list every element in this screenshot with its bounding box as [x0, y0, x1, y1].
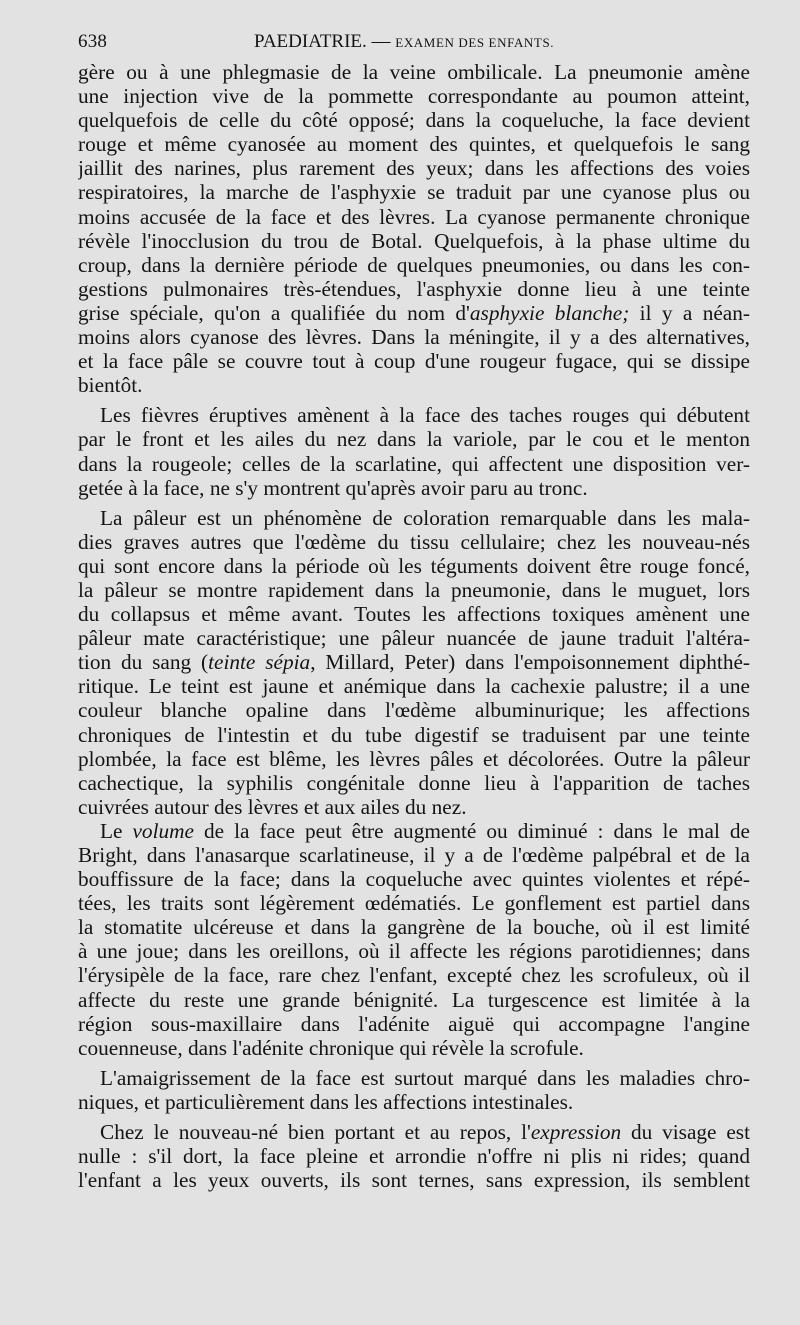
text-line: une injection vive de la pommette correspondante au poumon atteint,: [78, 84, 750, 109]
text-line-mixed: [78, 819, 750, 843]
text-line: Les fièvres éruptives amènent à la face des taches rouges qui débutent: [100, 403, 750, 428]
text-line: tées, les traits sont légèrement œdématiés. Le gonflement est partiel dans: [78, 891, 750, 916]
text-line: La pâleur est un phénomène de coloration remarquable dans les mala-: [100, 505, 750, 530]
text-line: l'érysipèle de la face, rare chez l'enfant, excepté chez les scrofuleux, où il: [78, 963, 750, 988]
text-line-mixed: [78, 1120, 750, 1144]
running-title-main: PAEDIATRIE. —: [254, 31, 396, 52]
text-segment: de la face peut être augmenté ou diminué : dans le mal de: [193, 818, 750, 843]
paragraph-2: [78, 403, 750, 499]
paragraph-3: [78, 506, 750, 819]
text-line: couleur blanche opaline dans l'œdème albuminurique; les affections: [78, 698, 750, 723]
text-line: la stomatite ulcéreuse et dans la gangrène de la bouche, où il est limité: [78, 915, 750, 940]
text-line: bouffissure de la face; dans la coqueluche avec quintes violentes et répé-: [78, 867, 750, 892]
text-segment: tion du sang (: [78, 650, 209, 675]
text-line: cachectique, la syphilis congénitale donne lieu à l'apparition de taches: [78, 770, 750, 795]
page-number: 638: [78, 31, 108, 52]
text-line: chroniques de l'intestin et du tube digestif se traduisent par une teinte: [78, 722, 750, 747]
text-line: quelquefois de celle du côté opposé; dans la coqueluche, la face devient: [78, 108, 750, 133]
text-segment: Le: [100, 818, 133, 843]
italic-term: teinte sépia: [208, 650, 311, 675]
text-line: ritique. Le teint est jaune et anémique dans la cachexie palustre; il a une: [78, 674, 750, 699]
text-segment: Chez le nouveau-né bien portant et au repos, l': [100, 1120, 531, 1145]
running-title: [254, 31, 554, 53]
text-line: région sous-maxillaire dans l'adénite aiguë qui accompagne l'angine: [78, 1011, 750, 1036]
text-line: niques, et particulièrement dans les affections intestinales.: [78, 1089, 574, 1114]
text-segment: il y a néan-: [629, 300, 750, 325]
text-line: du collapsus et même avant. Toutes les affections toxiques amènent une: [78, 602, 750, 627]
text-line: par le front et les ailes du nez dans la variole, par le cou et le menton: [78, 427, 750, 452]
text-line: plombée, la face est blême, les lèvres pâles et décolorées. Outre la pâleur: [78, 746, 750, 771]
text-line: à une joue; dans les oreillons, où il affecte les régions parotidiennes; dans: [78, 939, 750, 964]
text-line: dans la rougeole; celles de la scarlatine, qui affectent une disposition ver-: [78, 451, 750, 476]
running-head: [78, 31, 750, 55]
text-line: croup, dans la dernière période de quelques pneumonies, ou dans les con-: [78, 252, 750, 277]
text-line: l'enfant a les yeux ouverts, ils sont ternes, sans expression, ils semblent: [78, 1168, 750, 1193]
text-line: et la face pâle se couvre tout à coup d'une rougeur fugace, qui se dissipe: [78, 349, 750, 374]
text-line: L'amaigrissement de la face est surtout marqué dans les maladies chro-: [100, 1065, 750, 1090]
text-line: la pâleur se montre rapidement dans la pneumonie, dans le muguet, lors: [78, 577, 750, 602]
text-line: affecte du reste une grande bénignité. La turgescence est limitée à la: [78, 987, 750, 1012]
italic-term: volume: [132, 818, 194, 843]
text-line: révèle l'inocclusion du trou de Botal. Quelquefois, à la phase ultime du: [78, 228, 750, 253]
text-line: bientôt.: [78, 373, 143, 398]
text-segment: , Millard, Peter) dans l'empoisonnement diphthé-: [310, 650, 750, 675]
running-title-sub: EXAMEN DES ENFANTS.: [395, 35, 555, 50]
text-line-mixed: [78, 301, 750, 325]
text-line: dies graves autres que l'œdème du tissu cellulaire; chez les nouveau-nés: [78, 529, 750, 554]
text-segment: grise spéciale, qu'on a qualifiée du nom d': [78, 300, 470, 325]
text-line: nulle : s'il dort, la face pleine et arrondie n'offre ni plis ni rides; quand: [78, 1144, 750, 1169]
text-line: moins alors cyanose des lèvres. Dans la méningite, il y a des alternatives,: [78, 325, 750, 350]
text-line: jaillit des narines, plus rarement des yeux; dans les affections des voies: [78, 156, 750, 181]
text-line: pâleur mate caractéristique; une pâleur nuancée de jaune traduit l'altéra-: [78, 626, 750, 651]
text-line: respiratoires, la marche de l'asphyxie se traduit par une cyanose plus ou: [78, 180, 750, 205]
paragraph-4: [78, 819, 750, 1060]
text-segment: du visage est: [621, 1120, 750, 1145]
text-line: gère ou à une phlegmasie de la veine ombilicale. La pneumonie amène: [78, 60, 750, 84]
paragraph-6: [78, 1120, 750, 1192]
text-line: qui sont encore dans la période où les téguments doivent être rouge foncé,: [78, 553, 750, 578]
text-line: rouge et même cyanosée au moment des quintes, et quelquefois le sang: [78, 132, 750, 157]
italic-term: asphyxie blanche;: [469, 300, 630, 325]
paragraph-5: [78, 1066, 750, 1114]
paragraph-1: [78, 60, 750, 397]
text-line: moins accusée de la face et des lèvres. La cyanose permanente chronique: [78, 204, 750, 229]
text-line-mixed: [78, 650, 750, 674]
text-line: Bright, dans l'anasarque scarlatineuse, il y a de l'œdème palpébral et de la: [78, 843, 750, 867]
text-line: couenneuse, dans l'adénite chronique qui révèle la scrofule.: [78, 1035, 584, 1060]
text-line: cuivrées autour des lèvres et aux ailes du nez.: [78, 794, 467, 819]
text-line: getée à la face, ne s'y montrent qu'après avoir paru au tronc.: [78, 475, 588, 500]
body-text: [78, 60, 750, 1192]
text-line: gestions pulmonaires très-étendues, l'asphyxie donne lieu à une teinte: [78, 276, 750, 301]
italic-term: expression: [530, 1120, 622, 1145]
